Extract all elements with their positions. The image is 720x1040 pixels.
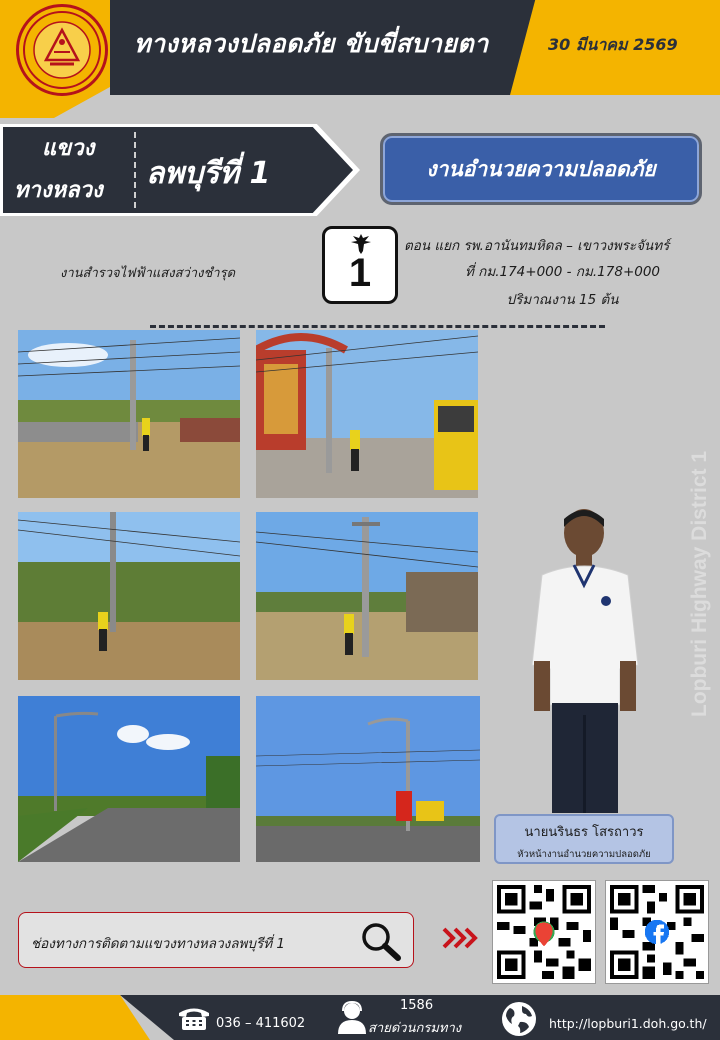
site-photo-3 <box>18 512 240 680</box>
district-divider <box>134 132 136 208</box>
search-icon <box>359 921 401 961</box>
job-description: งานสำรวจไฟฟ้าแสงสว่างชำรุด <box>60 266 236 281</box>
phone-number: 036 – 411602 <box>216 1016 306 1031</box>
site-photo-5 <box>18 696 240 862</box>
site-photo-2 <box>256 330 478 498</box>
person-photo <box>524 505 648 815</box>
district-label-line-1: แขวง <box>42 136 95 161</box>
qr-code-facebook[interactable] <box>605 880 709 984</box>
work-quantity: ปริมาณงาน 15 ต้น <box>506 292 619 308</box>
header-title: ทางหลวงปลอดภัย ขับขี่สบายตา <box>134 29 489 58</box>
site-photo-6 <box>256 696 480 862</box>
arrows-icon <box>442 926 478 950</box>
district-name: ลพบุรีที่ 1 <box>146 156 271 191</box>
route-number: 1 <box>348 251 372 295</box>
qr-code-map-icon <box>493 881 595 983</box>
hotline-label: สายด่วนกรมทาง <box>368 1021 462 1036</box>
follow-channel-text: ช่องทางการติดตามแขวงทางหลวงลพบุรีที่ 1 <box>31 936 286 952</box>
department-logo <box>16 4 108 96</box>
globe-icon <box>500 1000 538 1038</box>
site-photo-1 <box>18 330 240 498</box>
follow-channel-box <box>18 912 414 968</box>
section-title-box <box>380 133 702 205</box>
person-card <box>494 814 674 864</box>
site-photo-4 <box>256 512 478 680</box>
hotline-number: 1586 <box>400 998 434 1013</box>
section-title: งานอำนวยความปลอดภัย <box>426 156 656 181</box>
location-km-range: ที่ กม.174+000 - กม.178+000 <box>464 264 661 280</box>
district-label-line-2: ทางหลวง <box>14 178 103 203</box>
person-position: หัวหน้างานอำนวยความปลอดภัย <box>517 849 651 860</box>
header-date: 30 มีนาคม 2569 <box>548 35 678 54</box>
qr-code-facebook-icon <box>606 881 708 983</box>
location-section: ตอน แยก รพ.อานันทมหิดล – เขาวงพระจันทร์ <box>404 238 670 254</box>
qr-code-map[interactable] <box>492 880 596 984</box>
dashed-divider <box>150 325 605 328</box>
phone-icon <box>176 1004 212 1032</box>
route-shield <box>322 226 398 304</box>
person-name: นายนรินธร โสรถาวร <box>524 825 644 840</box>
website-link[interactable]: http://lopburi1.doh.go.th/ <box>549 1016 707 1031</box>
logo-seal-icon <box>20 8 104 92</box>
district-watermark: Lopburi Highway District 1 <box>688 450 711 717</box>
footer-accent <box>0 995 150 1040</box>
hotline-icon <box>335 1000 369 1034</box>
